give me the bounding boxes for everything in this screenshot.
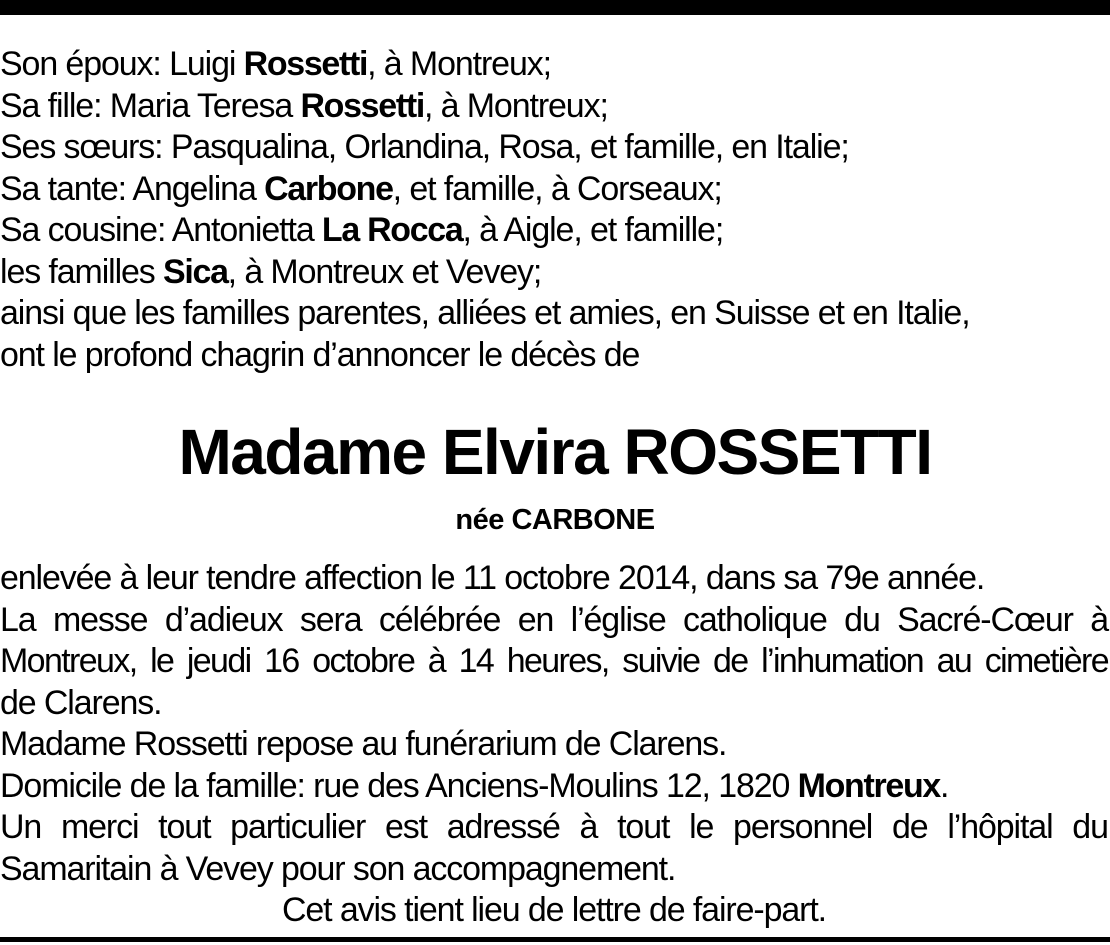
word: Sacré-Cœur — [897, 600, 1073, 639]
word: tout — [617, 808, 670, 846]
notice-body — [0, 558, 1110, 932]
word: tout — [158, 808, 211, 846]
line-text: Sa cousine: Antonietta — [0, 211, 322, 249]
mass-line-3: de Clarens. — [0, 683, 162, 722]
deceased-name: Madame Elvira ROSSETTI — [178, 416, 932, 488]
word: l’inhumation — [761, 642, 924, 680]
word: catholique — [683, 600, 827, 639]
word: le — [150, 642, 174, 680]
word: messe — [52, 600, 148, 639]
line-text: , à Montreux et Vevey; — [227, 252, 542, 291]
word: octobre — [312, 642, 415, 680]
line-text: Son époux: Luigi — [0, 45, 244, 83]
line-text: ainsi que les familles parentes, alliées et amies, en Suisse et en Italie, — [0, 294, 970, 332]
word: l’hôpital — [947, 808, 1053, 846]
thanks-line-2: Samaritain à Vevey pour son accompagnement. — [0, 849, 676, 888]
mass-line-1 — [0, 600, 1108, 642]
line-text: Ses sœurs: Pasqualina, Orlandina, Rosa, et famille, en Italie; — [0, 128, 849, 166]
word: jeudi — [186, 642, 251, 680]
family-surname: Carbone — [264, 169, 393, 208]
family-surname: La Rocca — [321, 211, 463, 249]
family-surname: Sica — [163, 252, 228, 291]
word: sera — [299, 600, 362, 639]
word: adressé — [446, 808, 560, 846]
word: à — [1090, 600, 1108, 639]
death-date-line: enlevée à leur tendre affection le 11 octobre 2014, dans sa 79e année. — [0, 559, 985, 597]
family-list — [0, 44, 1110, 376]
word: Un — [0, 808, 42, 846]
domicile-line — [0, 766, 1108, 808]
word: du — [1072, 808, 1108, 846]
word: cimetière — [984, 642, 1108, 680]
word: 16 — [264, 642, 299, 680]
word: personnel — [733, 808, 873, 846]
line-text: les familles — [0, 252, 164, 291]
bottom-rule — [0, 937, 1110, 942]
line-text: , à Montreux; — [423, 86, 608, 125]
word: Montreux, — [0, 642, 137, 680]
family-line-sisters — [0, 127, 1108, 169]
maiden-name: née CARBONE — [455, 504, 655, 536]
family-line-relatives — [0, 293, 1108, 335]
closing-line: Cet avis tient lieu de lettre de faire-part. — [281, 891, 827, 929]
word: particulier — [230, 808, 366, 846]
domicile-city: Montreux — [797, 766, 940, 805]
family-line-daughter — [0, 86, 1108, 128]
line-text: Domicile de la famille: rue des Anciens-Moulins 12, 1820 — [0, 766, 798, 805]
family-line-cousin — [0, 210, 1108, 252]
word: suivie — [622, 642, 700, 680]
line-text: Sa tante: Angelina — [0, 169, 265, 208]
word: est — [384, 808, 427, 846]
word: le — [689, 808, 714, 846]
word: du — [844, 600, 880, 639]
word: de — [712, 642, 748, 680]
word: 14 — [458, 642, 494, 680]
line-text: . — [939, 766, 949, 805]
family-line-spouse — [0, 44, 1108, 86]
line-text: , à Montreux; — [367, 45, 551, 83]
word: de — [891, 808, 928, 846]
line-text: ont le profond chagrin d’annoncer le décès de — [0, 335, 640, 374]
word: à — [427, 642, 446, 680]
family-line-sica — [0, 252, 1108, 294]
word: l’église — [570, 600, 666, 639]
word: en — [517, 600, 554, 639]
family-line-aunt — [0, 169, 1108, 211]
word: La — [0, 600, 36, 639]
family-surname: Rossetti — [300, 86, 424, 125]
announcement-line — [0, 335, 1108, 377]
repose-line: Madame Rossetti repose au funérarium de Clarens. — [0, 725, 727, 763]
word: d’adieux — [164, 600, 283, 639]
line-text: , et famille, à Corseaux; — [392, 169, 722, 208]
word: au — [936, 642, 972, 680]
thanks-line-1 — [0, 807, 1108, 849]
word: heures, — [506, 642, 609, 680]
family-surname: Rossetti — [243, 45, 368, 83]
line-text: , à Aigle, et famille; — [462, 211, 724, 249]
line-text: Sa fille: Maria Teresa — [0, 86, 301, 125]
word: célébrée — [378, 600, 501, 639]
word: merci — [60, 808, 139, 846]
top-rule — [0, 0, 1110, 15]
mass-line-2 — [0, 641, 1108, 683]
word: à — [579, 808, 598, 846]
obituary-notice — [0, 44, 1110, 932]
